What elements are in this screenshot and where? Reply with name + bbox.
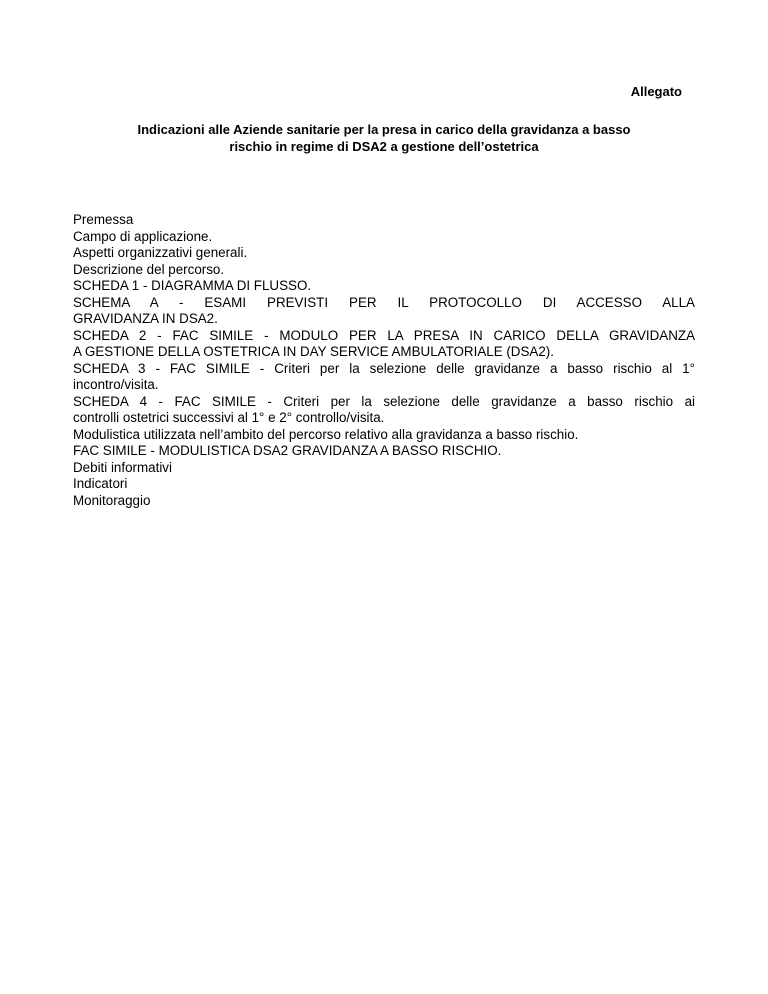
title-line: rischio in regime di DSA2 a gestione dell’ostetrica xyxy=(229,139,539,154)
toc-line: GRAVIDANZA IN DSA2. xyxy=(73,311,218,326)
toc-line: Indicatori xyxy=(73,476,128,491)
toc-line: Debiti informativi xyxy=(73,459,172,475)
toc-line: A GESTIONE DELLA OSTETRICA IN DAY SERVICE AMBULATORIALE (DSA2). xyxy=(73,344,554,359)
toc-line: SCHEDA 2 - FAC SIMILE - MODULO PER LA PRESA IN CARICO DELLA GRAVIDANZA xyxy=(73,327,695,343)
table-of-contents xyxy=(73,212,695,509)
title-line: Indicazioni alle Aziende sanitarie per la presa in carico della gravidanza a basso xyxy=(137,122,631,137)
document-title xyxy=(72,121,696,155)
toc-line: Aspetti organizzativi generali. xyxy=(73,245,248,260)
toc-line: SCHEDA 3 - FAC SIMILE - Criteri per la selezione delle gravidanze a basso rischio al 1° xyxy=(73,360,695,376)
toc-line: FAC SIMILE - MODULISTICA DSA2 GRAVIDANZA A BASSO RISCHIO. xyxy=(73,443,502,458)
toc-line: Modulistica utilizzata nell’ambito del percorso relativo alla gravidanza a basso rischio. xyxy=(73,426,579,442)
toc-line: Monitoraggio xyxy=(73,492,151,508)
toc-line: controlli ostetrici successivi al 1° e 2° controllo/visita. xyxy=(73,410,385,425)
toc-line: Campo di applicazione. xyxy=(73,228,213,244)
allegato-label: Allegato xyxy=(630,84,682,99)
toc-line: SCHEDA 1 - DIAGRAMMA DI FLUSSO. xyxy=(73,278,312,293)
toc-line: incontro/visita. xyxy=(73,377,159,392)
toc-line: Premessa xyxy=(73,212,134,227)
toc-line: SCHEMA A - ESAMI PREVISTI PER IL PROTOCOLLO DI ACCESSO ALLA xyxy=(73,294,695,310)
toc-line: Descrizione del percorso. xyxy=(73,261,225,277)
toc-line: SCHEDA 4 - FAC SIMILE - Criteri per la selezione delle gravidanze a basso rischio ai xyxy=(73,393,695,409)
